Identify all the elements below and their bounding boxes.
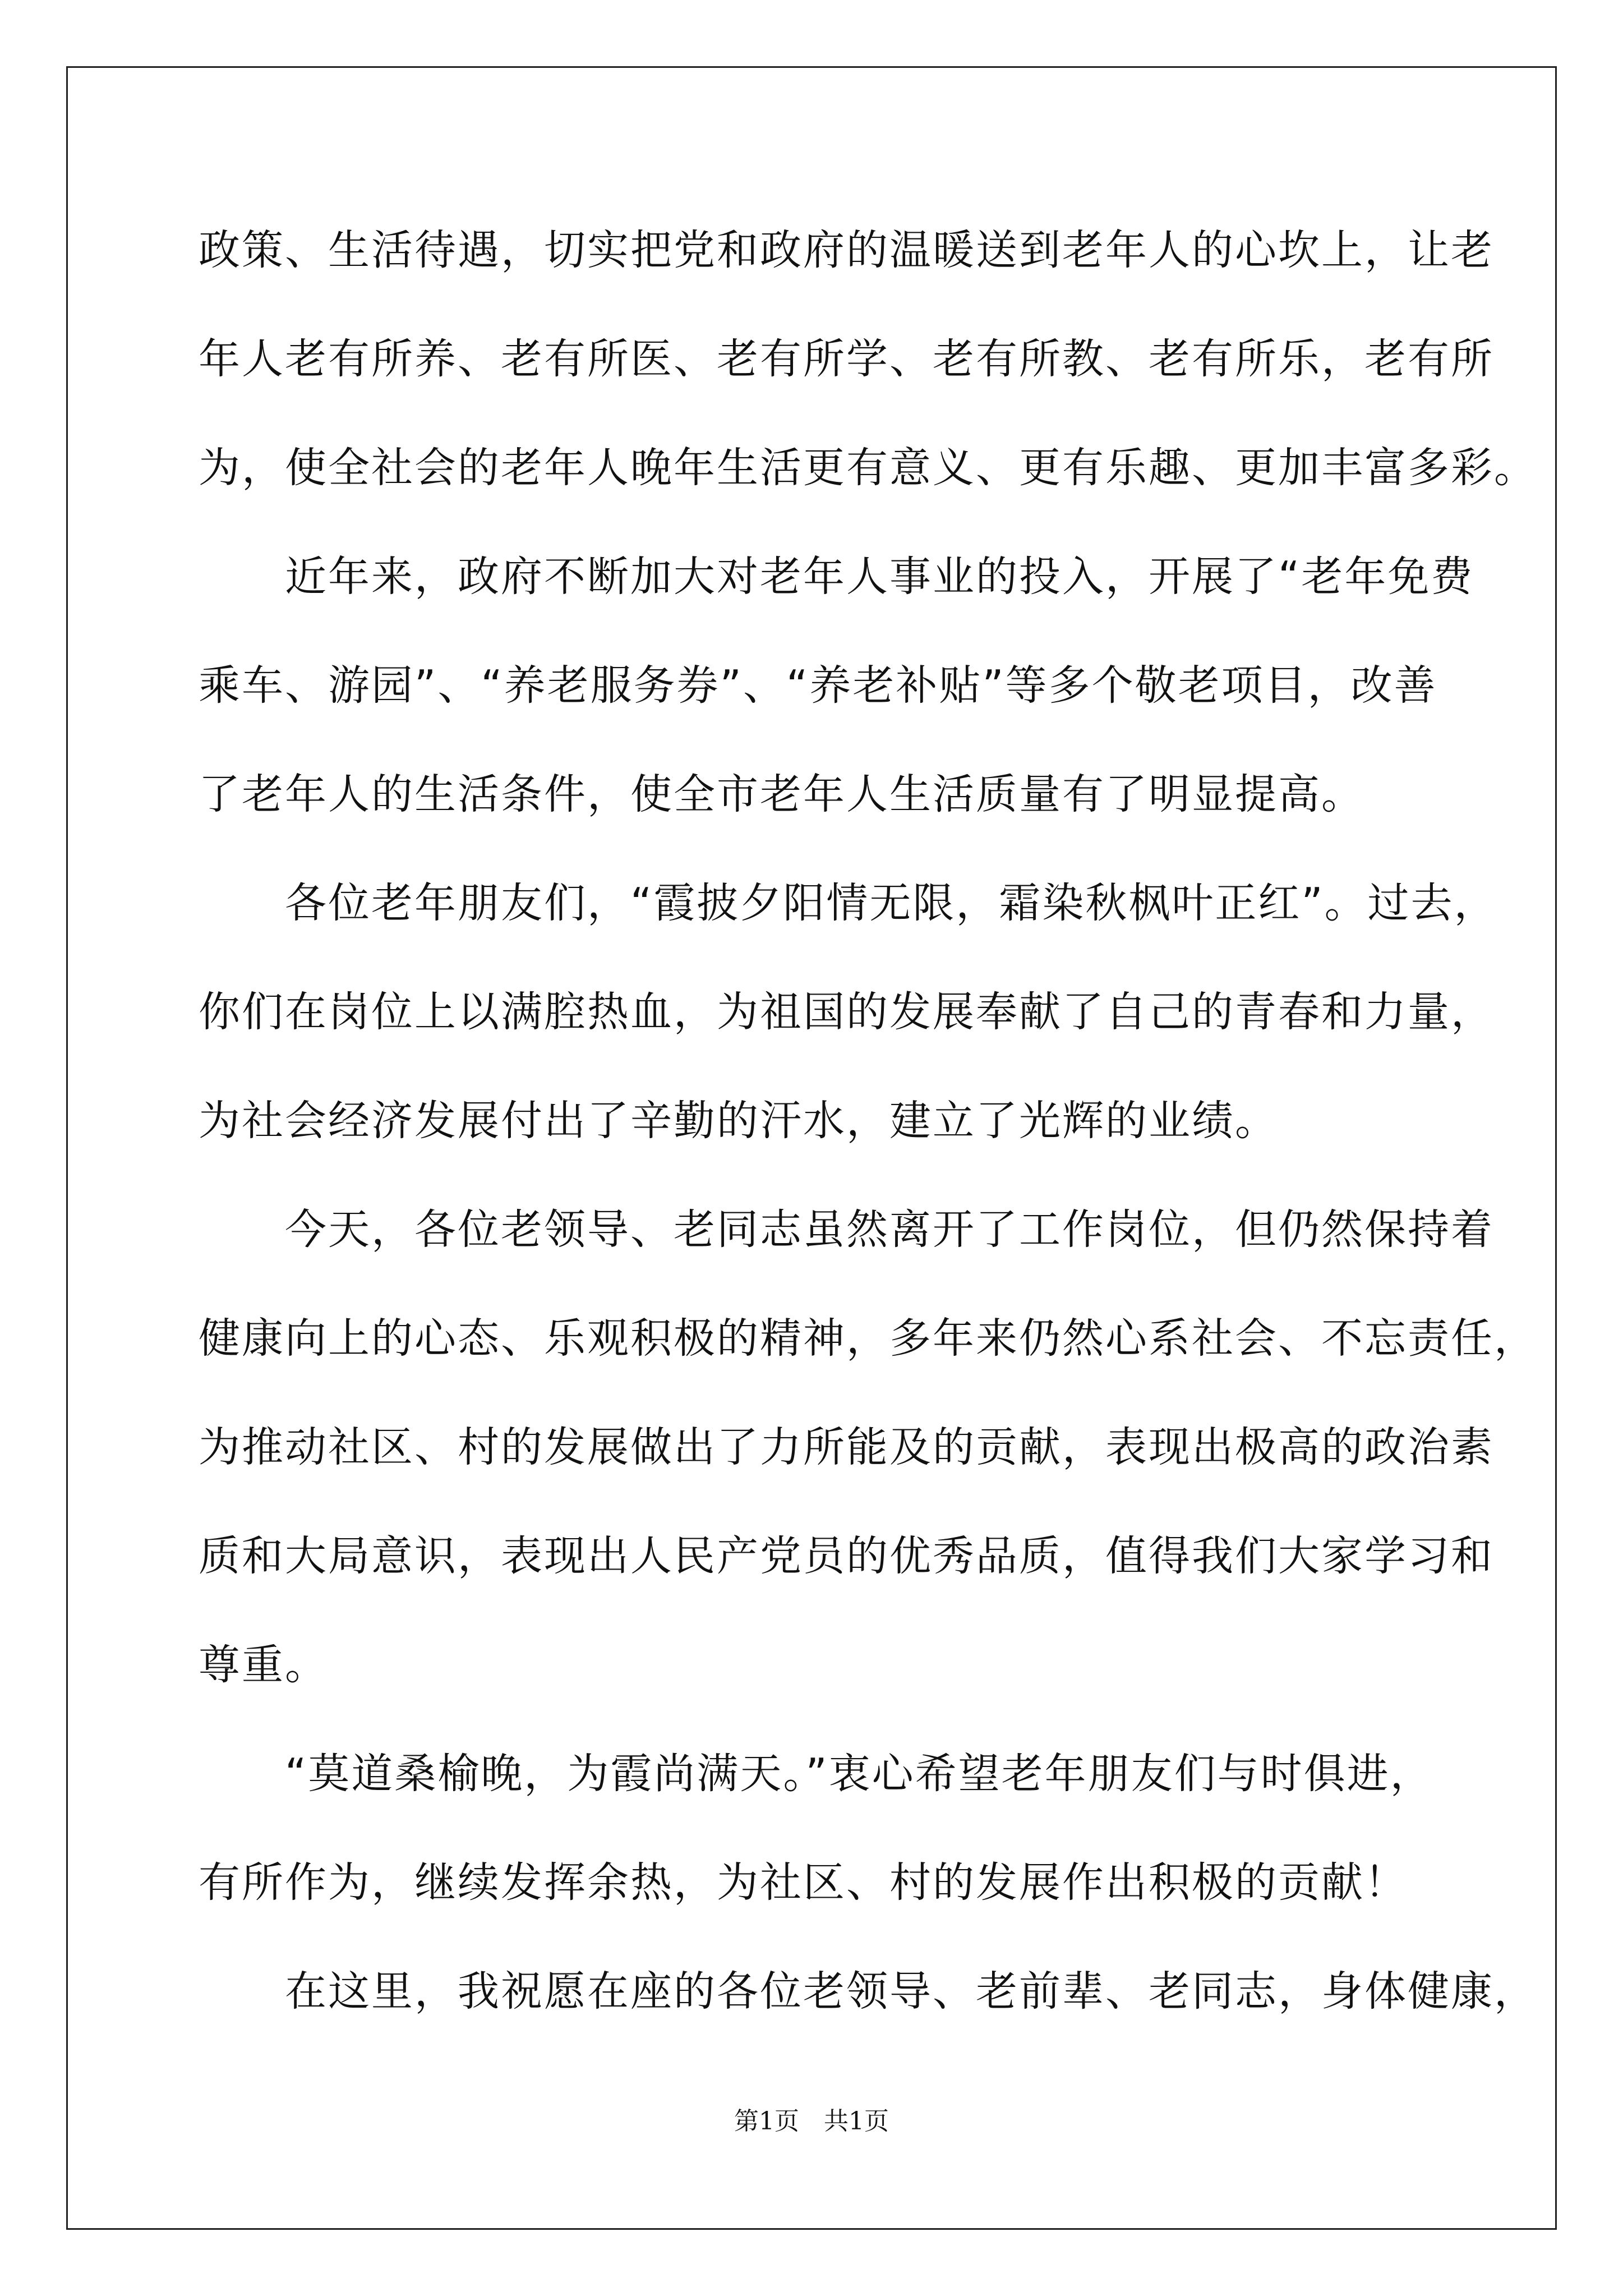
body-text-line: 健康向上的心态、乐观积极的精神，多年来仍然心系社会、不忘责任， xyxy=(199,1314,1537,1363)
body-text-line: 年人老有所养、老有所医、老有所学、老有所教、老有所乐，老有所 xyxy=(199,335,1494,383)
body-text-line: 为，使全社会的老年人晚年生活更有意义、更有乐趣、更加丰富多彩。 xyxy=(199,444,1537,492)
body-text-line: 为推动社区、村的发展做出了力所能及的贡献，表现出极高的政治素 xyxy=(199,1423,1494,1471)
body-text-line: 乘车、游园”、“养老服务券”、“养老补贴”等多个敬老项目，改善 xyxy=(199,661,1437,710)
body-text-line: 为社会经济发展付出了辛勤的汗水，建立了光辉的业绩。 xyxy=(199,1097,1278,1145)
body-text-line: 有所作为，继续发挥余热，为社区、村的发展作出积极的贡献！ xyxy=(199,1858,1408,1907)
body-text-line: 你们在岗位上以满腔热血，为祖国的发展奉献了自己的青春和力量， xyxy=(199,988,1494,1036)
body-text-line: 尊重。 xyxy=(199,1641,328,1689)
body-text-line: 了老年人的生活条件，使全市老年人生活质量有了明显提高。 xyxy=(199,770,1364,818)
body-text-line: 在这里，我祝愿在座的各位老领导、老前辈、老同志，身体健康， xyxy=(199,1967,1537,2016)
body-text-line: “莫道桑榆晚，为霞尚满天。”衷心希望老年朋友们与时俱进， xyxy=(199,1750,1433,1798)
body-text-line: 近年来，政府不断加大对老年人事业的投入，开展了“老年免费 xyxy=(199,553,1474,601)
body-text-line: 政策、生活待遇，切实把党和政府的温暖送到老年人的心坎上，让老 xyxy=(199,226,1494,274)
body-text-line: 质和大局意识，表现出人民产党员的优秀品质，值得我们大家学习和 xyxy=(199,1532,1494,1580)
page-footer: 第1页 共1页 xyxy=(734,2107,889,2136)
body-text-line: 各位老年朋友们，“霞披夕阳情无限，霜染秋枫叶正红”。过去， xyxy=(199,879,1497,927)
body-text-line: 今天，各位老领导、老同志虽然离开了工作岗位，但仍然保持着 xyxy=(199,1205,1494,1254)
